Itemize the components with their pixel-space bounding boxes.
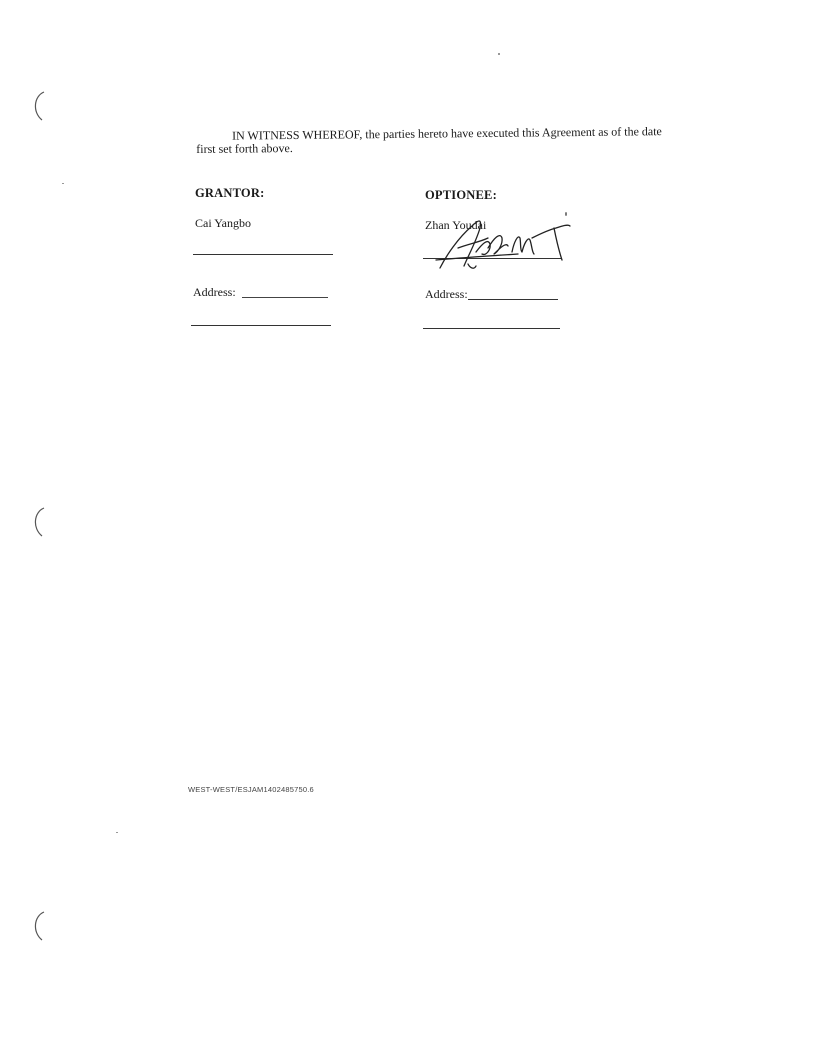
scan-speck bbox=[62, 183, 64, 184]
grantor-heading: GRANTOR: bbox=[195, 186, 265, 200]
scan-speck bbox=[498, 53, 500, 55]
punch-hole-mark bbox=[30, 506, 48, 538]
optionee-address-line-2 bbox=[423, 328, 560, 329]
witness-clause-line2: first set forth above. bbox=[196, 140, 293, 156]
witness-clause-line1: IN WITNESS WHEREOF, the parties hereto have executed this Agreement as of the date bbox=[231, 124, 662, 143]
punch-hole-mark bbox=[30, 90, 48, 122]
optionee-address-line bbox=[468, 299, 558, 300]
grantor-address-line-2 bbox=[191, 325, 331, 326]
optionee-address-label: Address: bbox=[425, 287, 468, 301]
grantor-address-line bbox=[242, 297, 328, 298]
witness-clause bbox=[196, 125, 666, 156]
optionee-name: Zhan Youdai bbox=[425, 218, 487, 232]
punch-hole-mark bbox=[30, 910, 48, 942]
scan-speck bbox=[116, 832, 118, 833]
document-id-footer: WEST-WEST/ESJAM1402485750.6 bbox=[188, 785, 314, 794]
grantor-address-label: Address: bbox=[193, 285, 236, 299]
grantor-signature-line bbox=[193, 254, 333, 255]
grantor-block bbox=[195, 186, 345, 231]
optionee-heading: OPTIONEE: bbox=[425, 188, 497, 202]
grantor-name: Cai Yangbo bbox=[195, 216, 252, 230]
optionee-handwritten-signature bbox=[428, 208, 576, 272]
